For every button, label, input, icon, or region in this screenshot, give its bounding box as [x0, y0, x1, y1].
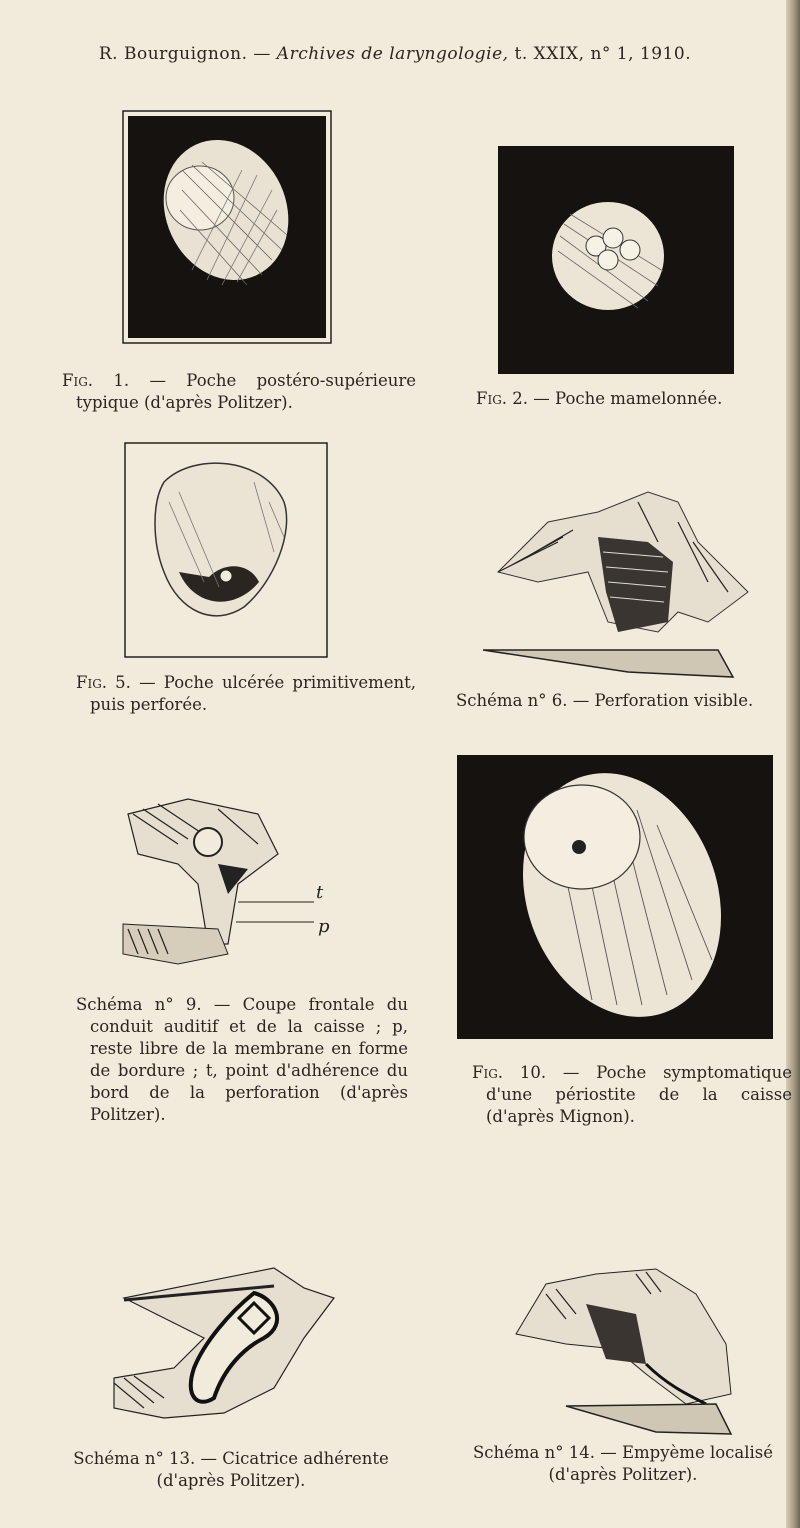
schema-14-caption [458, 1442, 788, 1486]
figure-5-caption [76, 672, 416, 716]
figure-10-text: — Poche symptomatique d'une périostite de la caisse (d'après Mignon). [486, 1063, 792, 1126]
running-header [0, 44, 790, 64]
schema-9-illustration [118, 794, 348, 994]
schema-14-illustration [506, 1264, 746, 1444]
figure-5-text: — Poche ulcérée primitivement, puis perforée. [90, 673, 416, 714]
figure-2-text: — Poche mamelonnée. [533, 389, 723, 408]
schema-13-text: — Cicatrice adhérente (d'après Politzer). [156, 1449, 389, 1490]
schema-6-label: Schéma n° 6. [456, 691, 568, 710]
figure-1-label: Fig. 1. [62, 371, 130, 390]
schema-13-caption [56, 1448, 406, 1492]
figure-2-caption [476, 388, 776, 410]
schema-13-label: Schéma n° 13. [73, 1449, 196, 1468]
figure-1-text: — Poche postéro-supérieure typique (d'après Politzer). [76, 371, 417, 412]
schema-14-label: Schéma n° 14. [472, 1443, 595, 1462]
figure-2-illustration [498, 146, 734, 374]
figure-5-illustration [124, 442, 328, 658]
figure-1-illustration [122, 110, 334, 346]
schema-14-text: — Empyème localisé (d'après Politzer). [548, 1443, 774, 1484]
schema-9-letter-p: p [318, 916, 330, 937]
figure-10-illustration [457, 755, 773, 1039]
schema-6-caption [456, 690, 786, 712]
header-journal: Archives de laryngologie, [276, 44, 509, 64]
schema-13-illustration [104, 1258, 356, 1438]
figure-1-caption [62, 370, 416, 414]
header-dash: — [253, 44, 271, 64]
figure-2-label: Fig. 2. [476, 389, 529, 408]
figure-10-caption [472, 1062, 792, 1128]
schema-6-text: — Perforation visible. [572, 691, 754, 710]
schema-9-caption [76, 994, 408, 1126]
figure-10-label: Fig. 10. [472, 1063, 547, 1082]
schema-9-letter-t: t [316, 882, 324, 903]
header-author: R. Bourguignon. [98, 44, 248, 64]
schema-9-label: Schéma n° 9. [76, 995, 202, 1014]
schema-9-text: — Coupe frontale du conduit auditif et de la caisse ; p, reste libre de la membrane en forme de bordure ; t, point d'adhérence du bord de la perforation (d'après Politzer). [90, 995, 408, 1124]
schema-6-illustration [478, 482, 758, 682]
figure-5-label: Fig. 5. [76, 673, 131, 692]
header-volume: t. XXIX, n° 1, 1910. [514, 44, 692, 64]
book-spine-shadow [786, 0, 800, 1528]
